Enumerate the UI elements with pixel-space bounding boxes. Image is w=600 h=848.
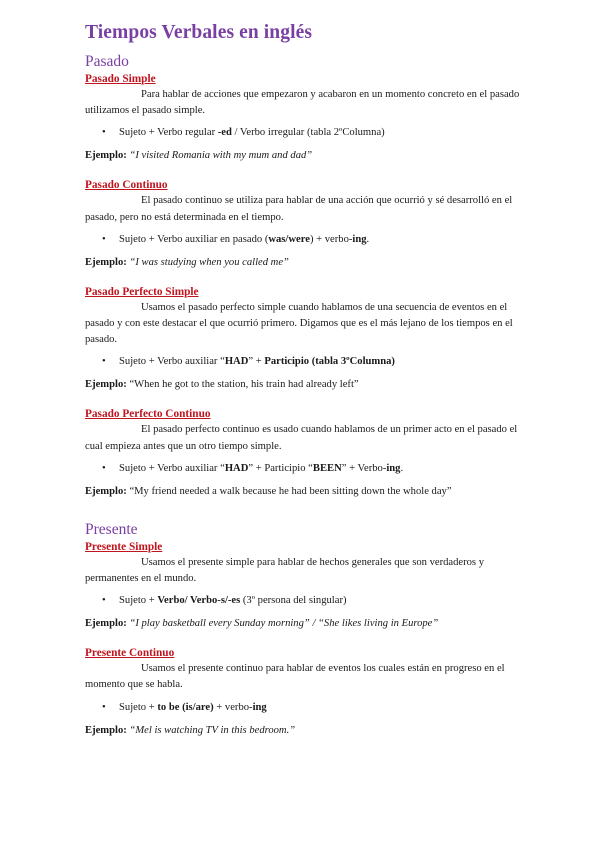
bullet-dot-icon: • [102,356,106,368]
example-label: Ejemplo: [85,618,127,630]
rule-bullet: • Sujeto + Verbo auxiliar “HAD” + Participio “BEEN” + Verbo-ing. [102,462,404,474]
rule-bullet: • Sujeto + Verbo auxiliar “HAD” + Participio (tabla 3ºColumna) [102,356,395,368]
example-label: Ejemplo: [85,485,127,497]
bullet-dot-icon: • [102,595,106,607]
subsection-title: Pasado Continuo [85,179,168,192]
subsection-title: Presente Simple [85,540,163,553]
subsection-description: El pasado continuo se utiliza para hablar de una acción que ocurrió y sé desarrolló en el pasado, pero no está determinada en el tiempo. [85,195,513,223]
example-text: “I was studying when you called me” [129,256,289,268]
subsection-presente-simple [85,540,525,632]
example-line [85,377,525,393]
example-label: Ejemplo: [85,724,127,736]
bullet-dot-icon: • [102,233,106,245]
subsection-description: Usamos el presente continuo para hablar de eventos los cuales están en progreso en el momento que se habla. [85,663,505,691]
subsection-description: Usamos el pasado perfecto simple cuando hablamos de una secuencia de eventos en el pasado y con este destacar el que ocurrió primero. Digamos que es el más lejano de los tiempos en el pasado. [85,301,513,346]
subsection-description: El pasado perfecto continuo es usado cuando hablamos de un primer acto en el pasado el cual empieza antes que un otro tiempo simple. [85,424,518,452]
example-text: “My friend needed a walk because he had been sitting down the whole day” [129,485,452,497]
rule-bullet: • Sujeto + Verbo/ Verbo-s/-es (3º persona del singular) [102,595,347,607]
example-line [85,484,525,500]
section-heading-pasado: Pasado [85,53,129,70]
example-line [85,148,525,164]
example-text: “Mel is watching TV in this bedroom.” [129,724,296,736]
document-title: Tiempos Verbales en inglés [85,22,313,43]
rule-bullet: • Sujeto + Verbo regular -ed / Verbo irregular (tabla 2ºColumna) [102,127,385,139]
section-heading-presente: Presente [85,520,138,538]
subsection-pasado-continuo [85,178,525,270]
subsection-description: Para hablar de acciones que empezaron y acabaron en un momento concreto en el pasado utilizamos el pasado simple. [85,89,520,117]
example-label: Ejemplo: [85,150,127,162]
example-line [85,255,525,271]
example-text: “I play basketball every Sunday morning” / “She likes living in Europe” [129,618,439,630]
document-page [85,18,525,739]
subsection-title: Presente Continuo [85,647,175,660]
subsection-title: Pasado Simple [85,73,156,85]
bullet-dot-icon: • [102,701,106,713]
subsection-title: Pasado Perfecto Simple [85,285,199,298]
example-line [85,723,525,739]
bullet-dot-icon: • [102,127,106,139]
bullet-dot-icon: • [102,462,106,474]
example-text: “When he got to the station, his train had already left” [129,379,359,391]
example-line [85,616,525,632]
subsection-pasado-perfecto-continuo [85,407,525,499]
subsection-presente-continuo [85,646,525,738]
subsection-pasado-perfecto-simple [85,285,525,394]
subsection-title: Pasado Perfecto Continuo [85,408,211,421]
subsection-description: Usamos el presente simple para hablar de hechos generales que son verdaderos y permanentes en el mundo. [85,556,484,585]
subsection-pasado-simple [85,72,525,164]
rule-bullet: • Sujeto + Verbo auxiliar en pasado (was/were) + verbo-ing. [102,233,370,245]
example-text: “I visited Romania with my mum and dad” [129,150,313,162]
example-label: Ejemplo: [85,379,127,391]
rule-bullet: • Sujeto + to be (is/are) + verbo-ing [102,701,267,713]
example-label: Ejemplo: [85,256,127,268]
